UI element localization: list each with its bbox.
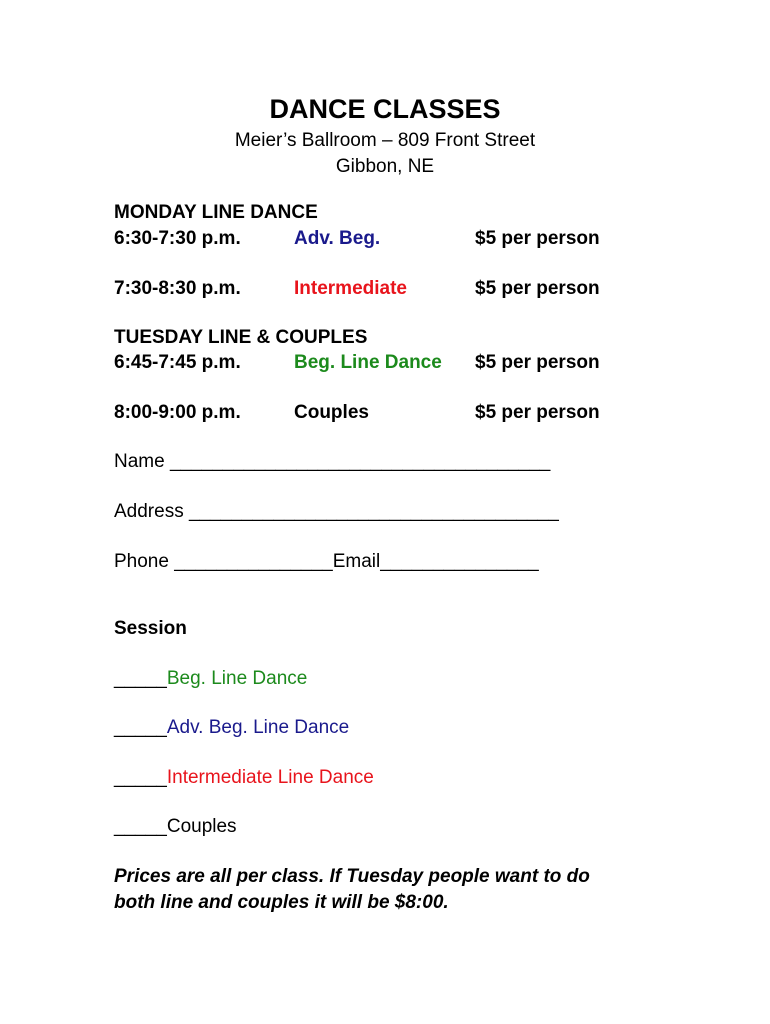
venue-city: Gibbon, NE [335,156,435,177]
tuesday-row-2-time: 8:00-9:00 p.m. [114,402,241,423]
session-blank[interactable]: _____ [114,767,167,788]
session-option-adv-beg[interactable] [114,717,349,739]
monday-row-2-time: 7:30-8:30 p.m. [114,278,241,299]
venue-address: Meier’s Ballroom – 809 Front Street [234,130,536,151]
session-option-couples[interactable] [114,816,237,838]
page-title: DANCE CLASSES [269,94,501,124]
tuesday-row-1-time: 6:45-7:45 p.m. [114,352,241,373]
tuesday-row-2-price: $5 per person [475,402,600,423]
tuesday-row-1-level: Beg. Line Dance [294,352,442,373]
monday-heading: MONDAY LINE DANCE [114,202,318,223]
session-option-label: Couples [166,816,237,837]
session-heading: Session [114,618,187,639]
pricing-note-line-1: Prices are all per class. If Tuesday people want to do [114,866,590,887]
session-option-label: Beg. Line Dance [166,668,308,689]
session-blank[interactable]: _____ [114,816,167,837]
session-blank[interactable]: _____ [114,717,167,738]
session-option-beg[interactable] [114,668,307,690]
pricing-note-line-2: both line and couples it will be $8:00. [114,892,449,913]
session-option-label: Adv. Beg. Line Dance [166,717,350,738]
monday-row-2-level: Intermediate [294,278,407,299]
monday-row-1-price: $5 per person [475,228,600,249]
address-field[interactable]: Address ___________________________________ [114,501,559,522]
tuesday-heading: TUESDAY LINE & COUPLES [114,327,368,348]
monday-row-1-level: Adv. Beg. [294,228,381,249]
name-field[interactable]: Name ____________________________________ [114,451,551,472]
monday-row-2-price: $5 per person [475,278,600,299]
phone-email-field[interactable]: Phone _______________Email_______________ [114,551,539,572]
session-option-label: Intermediate Line Dance [166,767,374,788]
monday-row-1-time: 6:30-7:30 p.m. [114,228,241,249]
tuesday-row-2-level: Couples [294,402,369,423]
tuesday-row-1-price: $5 per person [475,352,600,373]
session-blank[interactable]: _____ [114,668,167,689]
session-option-intermediate[interactable] [114,767,374,789]
